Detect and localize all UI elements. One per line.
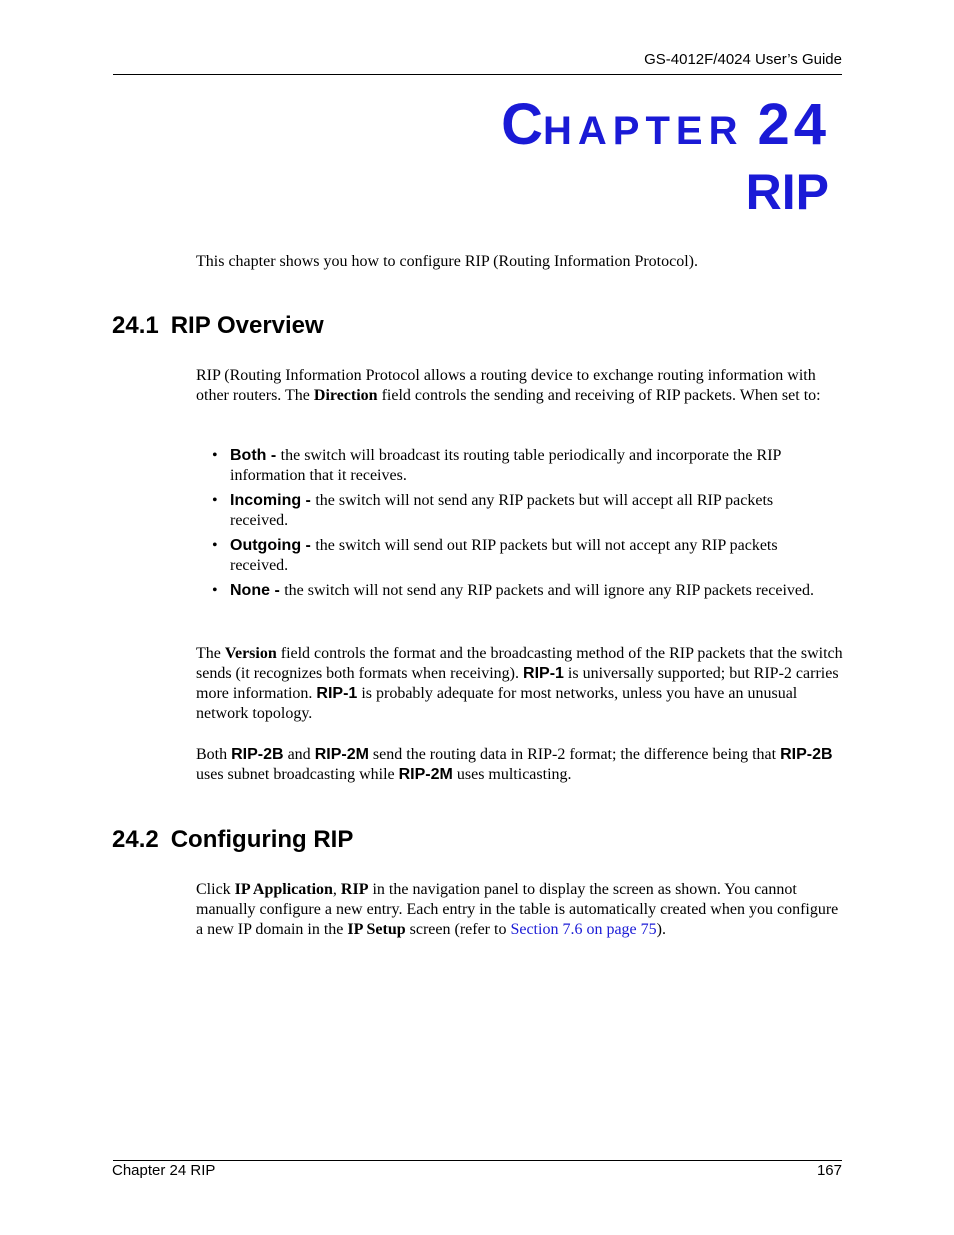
header-rule [113,74,842,75]
list-item: • Both - the switch will broadcast its routing table periodically and incorporate the RIP information that it receives. [212,447,781,484]
section-number: 24.1 [112,312,159,339]
chapter-heading [501,92,830,157]
chapter-cap-letter: C [501,92,544,157]
chapter-rest-letters: HAPTER [543,109,744,153]
version-paragraph: The Version field controls the format and the broadcasting method of the RIP packets that the switch sends (it recognizes both formats when receiving). RIP-1 is universally supported; but RIP-2 carries more information. RIP-1 is probably adequate for most networks, unless you have an unusual network topology. [196,645,843,722]
chapter-number: 24 [757,92,830,157]
overview-paragraph: RIP (Routing Information Protocol allows a routing device to exchange routing information with other routers. The Direction field controls the sending and receiving of RIP packets. When set to: [196,367,821,404]
section-title: RIP Overview [170,312,324,339]
section-number: 24.2 [112,826,159,853]
footer-rule [113,1160,842,1161]
list-item: • None - the switch will not send any RIP packets and will ignore any RIP packets received. [212,582,815,599]
section-7-6-link[interactable]: Section 7.6 on page 75 [510,921,657,938]
direction-options-list [212,446,832,606]
rip2-paragraph: Both RIP-2B and RIP-2M send the routing data in RIP-2 format; the difference being that RIP-2B uses subnet broadcasting while RIP-2M uses multicasting. [196,746,833,783]
direction-term: Direction [313,387,378,404]
section-heading-configuring [112,826,353,854]
list-item: • Outgoing - the switch will send out RIP packets but will not accept any RIP packets received. [212,537,778,574]
configuring-paragraph: Click IP Application, RIP in the navigation panel to display the screen as shown. You cannot manually configure a new entry. Each entry in the table is automatically created when you configure a new IP domain in the IP Setup screen (refer to Section 7.6 on page 75). [196,881,839,938]
list-item: • Incoming - the switch will not send any RIP packets but will accept all RIP packets received. [212,492,774,529]
chapter-title: RIP [745,164,829,220]
section-title: Configuring RIP [170,826,354,853]
guide-title: GS-4012F/4024 User’s Guide [644,51,842,68]
section-heading-overview [112,312,324,340]
page-number: 167 [816,1162,842,1179]
footer-chapter-label: Chapter 24 RIP [112,1162,216,1179]
intro-paragraph: This chapter shows you how to configure RIP (Routing Information Protocol). [196,253,698,270]
